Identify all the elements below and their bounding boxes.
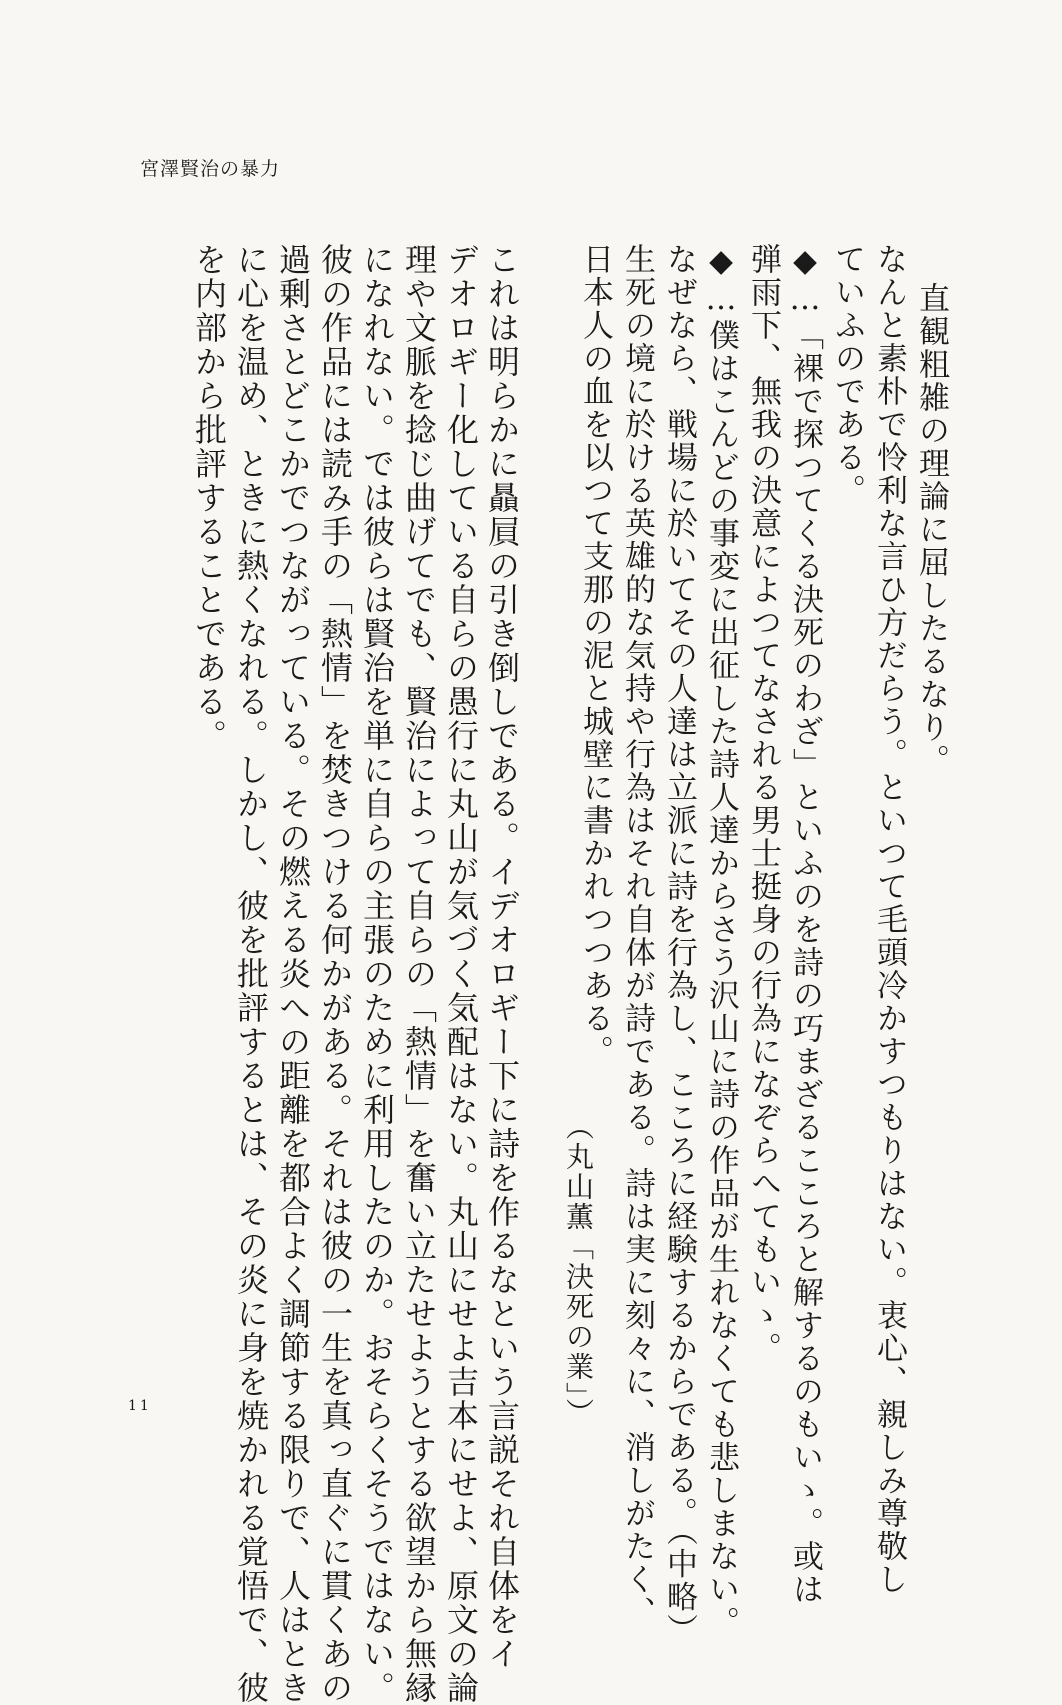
quote-line-3: ていふのである。	[829, 243, 865, 507]
quote-line-8: 生死の境に於ける英雄的な気持や行為はそれ自体が詩である。詩は実に刻々に、消しがたく、	[619, 243, 655, 1629]
quote-line-2: なんと素朴で怜利な言ひ方だらう。といつて毛頭冷かすつもりはない。衷心、親しみ尊敬し	[871, 243, 907, 1596]
body-line-4: になれない。では彼らは賢治を単に自らの主張のために利用したのか。おそらくそうではない。	[358, 243, 396, 1705]
running-head: 宮澤賢治の暴力	[140, 158, 281, 180]
body-line-8: を内部から批評することである。	[190, 243, 228, 753]
quote-line-9: 日本人の血を以つて支那の泥と城壁に書かれつつある。	[577, 243, 613, 1068]
body-line-3: 理や文脈を捻じ曲げてでも、賢治によって自らの「熱情」を奮い立たせようとする欲望から無縁	[400, 243, 438, 1705]
quote-line-6: ◆…僕はこんどの事変に出征した詩人達からさう沢山に詩の作品が生れなくても悲しまない。	[703, 243, 739, 1639]
body-line-5: 彼の作品には読み手の「熱情」を焚きつける何かがある。それは彼の一生を真っ直ぐに貫くあの	[316, 243, 354, 1705]
quote-citation: （丸山薫「決死の業」）	[562, 1112, 595, 1428]
quote-line-5: 弾雨下、無我の決意によつてなされる男士挺身の行為になぞらへてもいゝ。	[745, 243, 781, 1365]
quote-line-1: 直観粗雑の理論に屈したるなり。	[913, 282, 949, 777]
quote-line-7: なぜなら、戦場に於いてその人達は立派に詩を行為し、こころに経験するからである。（中略）	[661, 243, 697, 1647]
body-line-2: デオロギー化している自らの愚行に丸山が気づく気配はない。丸山にせよ吉本にせよ、原文の論	[442, 243, 480, 1705]
body-line-1: これは明らかに贔屓の引き倒しである。イデオロギー下に詩を作るなという言説それ自体をイ	[483, 243, 521, 1671]
quote-line-4: ◆…「裸で探つてくる決死のわざ」といふのを詩の巧まざるこころと解するのもいゝ。或は	[787, 243, 823, 1606]
body-line-6: 過剰さとどこかでつながっている。その燃える炎への距離を都合よく調節する限りで、人はとき	[274, 243, 312, 1705]
page-number: 11	[128, 1398, 152, 1414]
body-line-7: に心を温め、ときに熱くなれる。しかし、彼を批評するとは、その炎に身を焼かれる覚悟で、彼	[232, 243, 270, 1705]
